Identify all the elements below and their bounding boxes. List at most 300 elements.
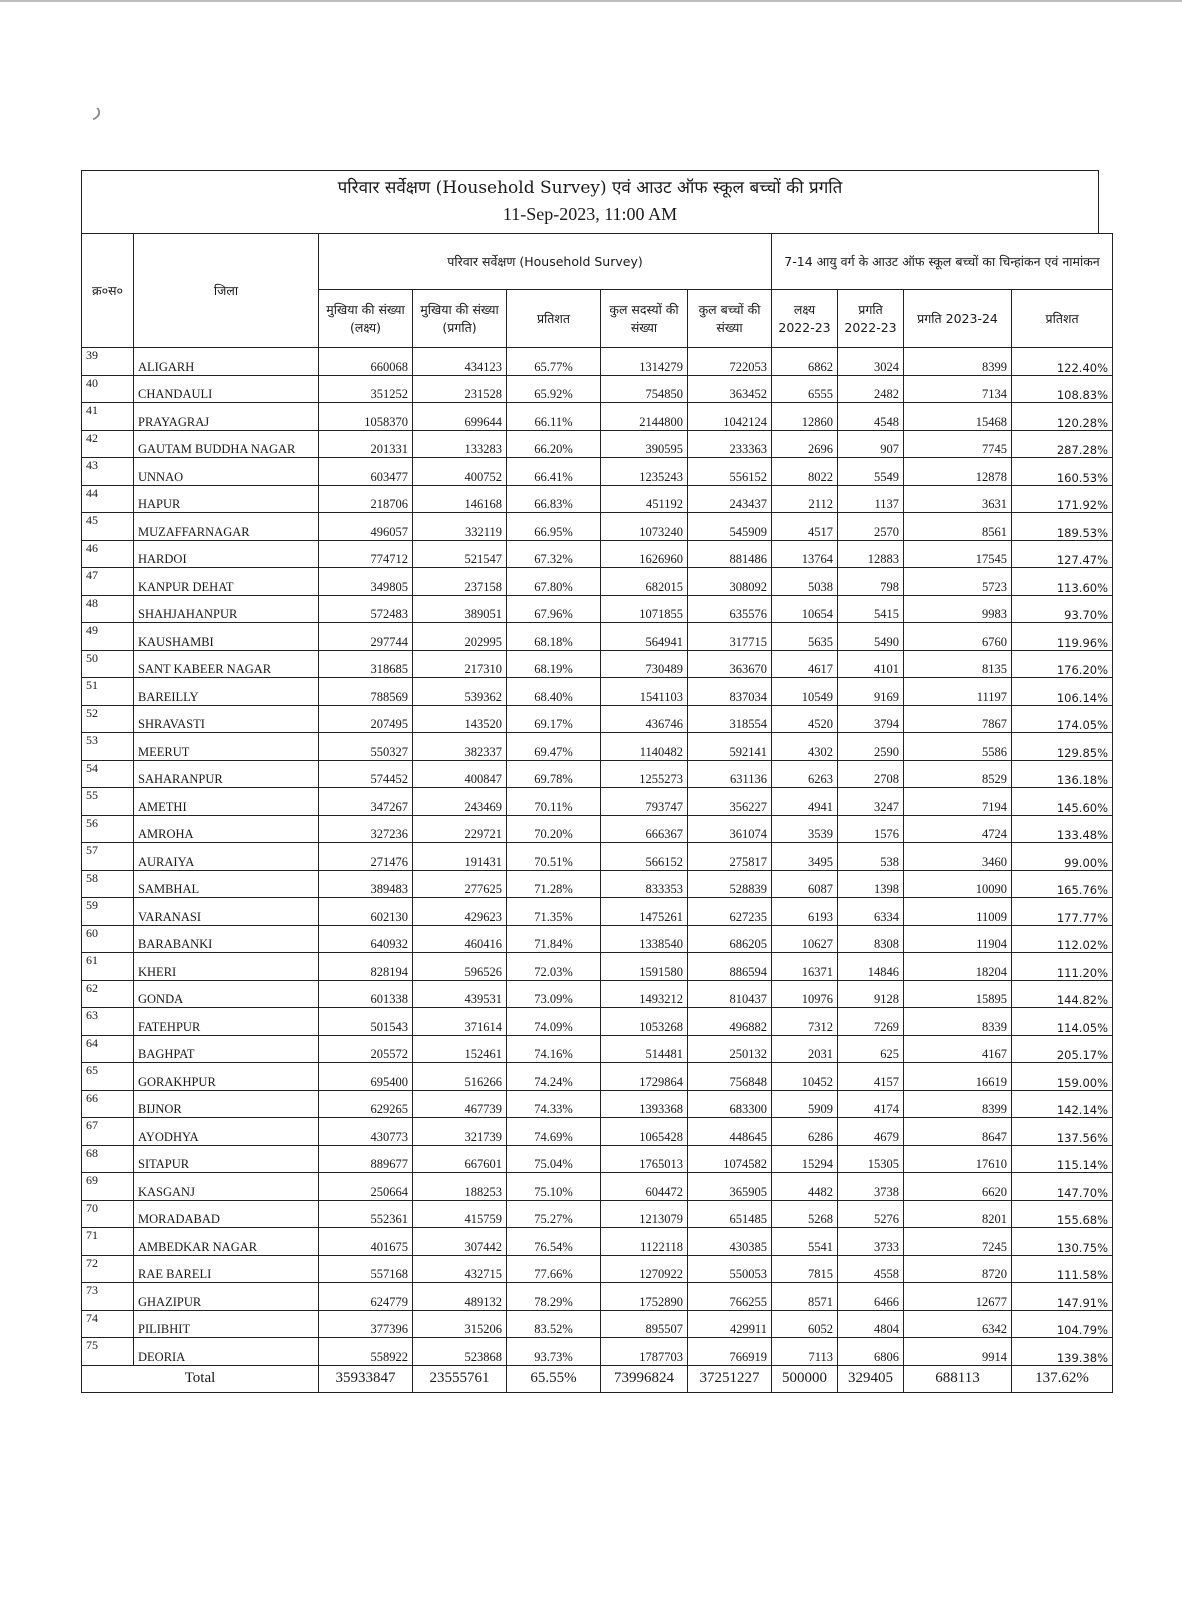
row-progress-2023-24: 11009 — [904, 898, 1012, 926]
row-sno: 40 — [82, 375, 134, 403]
table-row — [82, 1008, 1113, 1036]
row-members: 436746 — [601, 705, 688, 733]
row-sno: 41 — [82, 403, 134, 431]
row-progress-2023-24: 5586 — [904, 733, 1012, 761]
row-percent: 65.92% — [507, 375, 601, 403]
row-progress-2023-24: 7245 — [904, 1228, 1012, 1256]
row-heads-progress: 699644 — [413, 403, 507, 431]
row-heads-target: 1058370 — [319, 403, 413, 431]
row-district: CHANDAULI — [134, 375, 319, 403]
row-heads-target: 557168 — [319, 1255, 413, 1283]
row-district: PRAYAGRAJ — [134, 403, 319, 431]
row-percent-oos: 113.60% — [1012, 568, 1113, 596]
total-percent: 65.55% — [507, 1365, 601, 1392]
row-heads-target: 389483 — [319, 870, 413, 898]
row-percent-oos: 99.00% — [1012, 843, 1113, 871]
row-percent: 72.03% — [507, 953, 601, 981]
table-row — [82, 1283, 1113, 1311]
row-progress-2023-24: 17610 — [904, 1145, 1012, 1173]
row-district: SANT KABEER NAGAR — [134, 650, 319, 678]
row-progress-2022-23: 3024 — [838, 348, 904, 376]
row-percent-oos: 145.60% — [1012, 788, 1113, 816]
row-district: SHRAVASTI — [134, 705, 319, 733]
row-progress-2023-24: 8201 — [904, 1200, 1012, 1228]
row-children: 686205 — [688, 925, 772, 953]
row-children: 545909 — [688, 513, 772, 541]
row-progress-2022-23: 5276 — [838, 1200, 904, 1228]
row-percent-oos: 130.75% — [1012, 1228, 1113, 1256]
table-row — [82, 788, 1113, 816]
row-progress-2022-23: 2570 — [838, 513, 904, 541]
row-members: 1765013 — [601, 1145, 688, 1173]
row-heads-progress: 596526 — [413, 953, 507, 981]
row-progress-2022-23: 12883 — [838, 540, 904, 568]
row-heads-target: 327236 — [319, 815, 413, 843]
row-progress-2023-24: 12878 — [904, 458, 1012, 486]
table-row — [82, 925, 1113, 953]
row-children: 356227 — [688, 788, 772, 816]
row-percent-oos: 139.38% — [1012, 1338, 1113, 1366]
row-district: PILIBHIT — [134, 1310, 319, 1338]
row-progress-2023-24: 7745 — [904, 430, 1012, 458]
row-sno: 43 — [82, 458, 134, 486]
row-sno: 62 — [82, 980, 134, 1008]
row-heads-progress: 439531 — [413, 980, 507, 1008]
row-children: 651485 — [688, 1200, 772, 1228]
row-heads-target: 318685 — [319, 650, 413, 678]
table-row — [82, 568, 1113, 596]
row-sno: 73 — [82, 1283, 134, 1311]
row-target-2022-23: 4517 — [772, 513, 838, 541]
row-percent-oos: 112.02% — [1012, 925, 1113, 953]
row-progress-2023-24: 5723 — [904, 568, 1012, 596]
row-sno: 39 — [82, 348, 134, 376]
row-percent: 69.17% — [507, 705, 601, 733]
row-heads-target: 603477 — [319, 458, 413, 486]
row-percent: 68.19% — [507, 650, 601, 678]
row-target-2022-23: 5268 — [772, 1200, 838, 1228]
col-progress-2022-23: प्रगति 2022-23 — [838, 290, 904, 348]
row-progress-2023-24: 10090 — [904, 870, 1012, 898]
row-heads-progress: 315206 — [413, 1310, 507, 1338]
row-children: 837034 — [688, 678, 772, 706]
row-heads-target: 629265 — [319, 1090, 413, 1118]
total-progress-2022-23: 329405 — [838, 1365, 904, 1392]
row-heads-target: 601338 — [319, 980, 413, 1008]
row-progress-2022-23: 3738 — [838, 1173, 904, 1201]
row-members: 604472 — [601, 1173, 688, 1201]
total-children: 37251227 — [688, 1365, 772, 1392]
row-percent-oos: 127.47% — [1012, 540, 1113, 568]
col-percent-oos: प्रतिशत — [1012, 290, 1113, 348]
row-members: 1235243 — [601, 458, 688, 486]
row-progress-2023-24: 15895 — [904, 980, 1012, 1008]
row-progress-2023-24: 9914 — [904, 1338, 1012, 1366]
row-progress-2023-24: 3460 — [904, 843, 1012, 871]
row-progress-2023-24: 8339 — [904, 1008, 1012, 1036]
row-progress-2022-23: 7269 — [838, 1008, 904, 1036]
row-progress-2022-23: 3794 — [838, 705, 904, 733]
row-heads-progress: 432715 — [413, 1255, 507, 1283]
row-target-2022-23: 6286 — [772, 1118, 838, 1146]
table-row — [82, 1255, 1113, 1283]
row-progress-2023-24: 11904 — [904, 925, 1012, 953]
row-district: ALIGARH — [134, 348, 319, 376]
row-percent: 93.73% — [507, 1338, 601, 1366]
row-children: 550053 — [688, 1255, 772, 1283]
row-members: 730489 — [601, 650, 688, 678]
row-sno: 63 — [82, 1008, 134, 1036]
table-row — [82, 1035, 1113, 1063]
table-body — [82, 348, 1113, 1366]
row-sno: 61 — [82, 953, 134, 981]
col-district: जिला — [134, 234, 319, 348]
row-sno: 72 — [82, 1255, 134, 1283]
row-heads-progress: 191431 — [413, 843, 507, 871]
row-progress-2022-23: 2590 — [838, 733, 904, 761]
row-sno: 47 — [82, 568, 134, 596]
row-members: 793747 — [601, 788, 688, 816]
row-members: 1591580 — [601, 953, 688, 981]
row-children: 429911 — [688, 1310, 772, 1338]
row-district: AMBEDKAR NAGAR — [134, 1228, 319, 1256]
row-district: DEORIA — [134, 1338, 319, 1366]
row-target-2022-23: 10627 — [772, 925, 838, 953]
row-members: 682015 — [601, 568, 688, 596]
row-children: 363670 — [688, 650, 772, 678]
row-heads-target: 201331 — [319, 430, 413, 458]
row-target-2022-23: 5038 — [772, 568, 838, 596]
row-children: 592141 — [688, 733, 772, 761]
row-members: 1729864 — [601, 1063, 688, 1091]
row-district: SAMBHAL — [134, 870, 319, 898]
row-progress-2022-23: 3247 — [838, 788, 904, 816]
row-heads-progress: 321739 — [413, 1118, 507, 1146]
row-percent-oos: 111.20% — [1012, 953, 1113, 981]
row-sno: 42 — [82, 430, 134, 458]
row-members: 666367 — [601, 815, 688, 843]
row-children: 448645 — [688, 1118, 772, 1146]
row-district: HAPUR — [134, 485, 319, 513]
table-row — [82, 1200, 1113, 1228]
row-progress-2023-24: 8561 — [904, 513, 1012, 541]
row-sno: 51 — [82, 678, 134, 706]
row-children: 627235 — [688, 898, 772, 926]
row-target-2022-23: 12860 — [772, 403, 838, 431]
table-row — [82, 1338, 1113, 1366]
row-progress-2022-23: 798 — [838, 568, 904, 596]
row-members: 390595 — [601, 430, 688, 458]
row-heads-progress: 143520 — [413, 705, 507, 733]
row-district: UNNAO — [134, 458, 319, 486]
row-target-2022-23: 6263 — [772, 760, 838, 788]
row-district: AYODHYA — [134, 1118, 319, 1146]
row-percent: 71.35% — [507, 898, 601, 926]
table-row — [82, 1063, 1113, 1091]
table-row — [82, 1310, 1113, 1338]
row-district: SAHARANPUR — [134, 760, 319, 788]
row-sno: 66 — [82, 1090, 134, 1118]
row-sno: 75 — [82, 1338, 134, 1366]
row-heads-target: 430773 — [319, 1118, 413, 1146]
row-percent: 70.11% — [507, 788, 601, 816]
row-percent-oos: 137.56% — [1012, 1118, 1113, 1146]
row-percent: 74.24% — [507, 1063, 601, 1091]
row-children: 886594 — [688, 953, 772, 981]
row-target-2022-23: 8022 — [772, 458, 838, 486]
row-percent: 69.78% — [507, 760, 601, 788]
table-row — [82, 375, 1113, 403]
row-district: FATEHPUR — [134, 1008, 319, 1036]
row-percent: 74.09% — [507, 1008, 601, 1036]
row-heads-target: 624779 — [319, 1283, 413, 1311]
row-heads-progress: 400847 — [413, 760, 507, 788]
row-heads-target: 602130 — [319, 898, 413, 926]
row-heads-progress: 237158 — [413, 568, 507, 596]
row-progress-2022-23: 538 — [838, 843, 904, 871]
row-progress-2023-24: 6620 — [904, 1173, 1012, 1201]
row-target-2022-23: 10452 — [772, 1063, 838, 1091]
row-heads-progress: 539362 — [413, 678, 507, 706]
row-members: 1122118 — [601, 1228, 688, 1256]
row-percent: 75.04% — [507, 1145, 601, 1173]
row-heads-progress: 460416 — [413, 925, 507, 953]
row-district: HARDOI — [134, 540, 319, 568]
row-progress-2023-24: 7867 — [904, 705, 1012, 733]
row-percent: 70.20% — [507, 815, 601, 843]
scan-mark: ر — [86, 95, 104, 120]
col-target-2022-23: लक्ष्य 2022-23 — [772, 290, 838, 348]
row-target-2022-23: 10549 — [772, 678, 838, 706]
row-children: 361074 — [688, 815, 772, 843]
row-heads-progress: 389051 — [413, 595, 507, 623]
row-heads-target: 351252 — [319, 375, 413, 403]
row-heads-progress: 429623 — [413, 898, 507, 926]
row-children: 556152 — [688, 458, 772, 486]
row-progress-2023-24: 8135 — [904, 650, 1012, 678]
row-progress-2022-23: 4174 — [838, 1090, 904, 1118]
row-members: 1787703 — [601, 1338, 688, 1366]
row-target-2022-23: 4302 — [772, 733, 838, 761]
row-progress-2022-23: 6334 — [838, 898, 904, 926]
row-children: 722053 — [688, 348, 772, 376]
row-progress-2022-23: 4101 — [838, 650, 904, 678]
row-percent: 66.11% — [507, 403, 601, 431]
row-district: KHERI — [134, 953, 319, 981]
row-heads-target: 271476 — [319, 843, 413, 871]
row-percent-oos: 142.14% — [1012, 1090, 1113, 1118]
table-row — [82, 870, 1113, 898]
row-progress-2022-23: 5490 — [838, 623, 904, 651]
row-sno: 50 — [82, 650, 134, 678]
table-row — [82, 1090, 1113, 1118]
row-target-2022-23: 15294 — [772, 1145, 838, 1173]
row-heads-target: 297744 — [319, 623, 413, 651]
row-percent: 67.96% — [507, 595, 601, 623]
row-progress-2022-23: 1576 — [838, 815, 904, 843]
row-heads-progress: 307442 — [413, 1228, 507, 1256]
row-percent-oos: 155.68% — [1012, 1200, 1113, 1228]
table-row — [82, 760, 1113, 788]
row-progress-2022-23: 9169 — [838, 678, 904, 706]
row-children: 496882 — [688, 1008, 772, 1036]
row-heads-target: 496057 — [319, 513, 413, 541]
report-date: 11-Sep-2023, 11:00 AM — [502, 204, 678, 224]
row-percent: 67.80% — [507, 568, 601, 596]
row-members: 895507 — [601, 1310, 688, 1338]
row-heads-progress: 467739 — [413, 1090, 507, 1118]
row-percent-oos: 205.17% — [1012, 1035, 1113, 1063]
table-row — [82, 623, 1113, 651]
row-district: MORADABAD — [134, 1200, 319, 1228]
row-heads-target: 574452 — [319, 760, 413, 788]
row-heads-progress: 229721 — [413, 815, 507, 843]
row-progress-2023-24: 8647 — [904, 1118, 1012, 1146]
row-heads-target: 889677 — [319, 1145, 413, 1173]
col-percent: प्रतिशत — [507, 290, 601, 348]
row-district: KASGANJ — [134, 1173, 319, 1201]
row-percent-oos: 114.05% — [1012, 1008, 1113, 1036]
row-district: SHAHJAHANPUR — [134, 595, 319, 623]
row-children: 250132 — [688, 1035, 772, 1063]
row-target-2022-23: 13764 — [772, 540, 838, 568]
row-target-2022-23: 6862 — [772, 348, 838, 376]
row-children: 243437 — [688, 485, 772, 513]
row-progress-2022-23: 4548 — [838, 403, 904, 431]
row-progress-2023-24: 3631 — [904, 485, 1012, 513]
row-children: 233363 — [688, 430, 772, 458]
row-district: GORAKHPUR — [134, 1063, 319, 1091]
row-progress-2023-24: 6342 — [904, 1310, 1012, 1338]
row-members: 1493212 — [601, 980, 688, 1008]
row-target-2022-23: 2031 — [772, 1035, 838, 1063]
row-district: MEERUT — [134, 733, 319, 761]
row-heads-target: 207495 — [319, 705, 413, 733]
row-district: MUZAFFARNAGAR — [134, 513, 319, 541]
row-progress-2023-24: 8399 — [904, 1090, 1012, 1118]
row-heads-progress: 523868 — [413, 1338, 507, 1366]
page-top-edge — [0, 0, 1182, 2]
row-percent: 68.18% — [507, 623, 601, 651]
row-members: 566152 — [601, 843, 688, 871]
row-percent-oos: 147.91% — [1012, 1283, 1113, 1311]
row-target-2022-23: 7113 — [772, 1338, 838, 1366]
row-progress-2023-24: 4724 — [904, 815, 1012, 843]
row-district: BIJNOR — [134, 1090, 319, 1118]
row-sno: 64 — [82, 1035, 134, 1063]
row-heads-progress: 231528 — [413, 375, 507, 403]
row-sno: 67 — [82, 1118, 134, 1146]
survey-table — [81, 233, 1113, 1393]
row-members: 1140482 — [601, 733, 688, 761]
total-target-2022-23: 500000 — [772, 1365, 838, 1392]
row-sno: 71 — [82, 1228, 134, 1256]
row-percent: 78.29% — [507, 1283, 601, 1311]
row-district: AURAIYA — [134, 843, 319, 871]
row-members: 1541103 — [601, 678, 688, 706]
row-members: 754850 — [601, 375, 688, 403]
row-percent-oos: 115.14% — [1012, 1145, 1113, 1173]
row-progress-2022-23: 2482 — [838, 375, 904, 403]
row-target-2022-23: 3539 — [772, 815, 838, 843]
row-percent-oos: 147.70% — [1012, 1173, 1113, 1201]
row-target-2022-23: 5909 — [772, 1090, 838, 1118]
row-progress-2022-23: 4804 — [838, 1310, 904, 1338]
row-percent-oos: 133.48% — [1012, 815, 1113, 843]
row-progress-2022-23: 4679 — [838, 1118, 904, 1146]
row-percent: 83.52% — [507, 1310, 601, 1338]
row-target-2022-23: 2696 — [772, 430, 838, 458]
row-progress-2022-23: 625 — [838, 1035, 904, 1063]
row-sno: 49 — [82, 623, 134, 651]
total-heads-target: 35933847 — [319, 1365, 413, 1392]
row-heads-progress: 277625 — [413, 870, 507, 898]
row-percent: 75.27% — [507, 1200, 601, 1228]
row-members: 1073240 — [601, 513, 688, 541]
col-children: कुल बच्चों की संख्या — [688, 290, 772, 348]
row-progress-2022-23: 1398 — [838, 870, 904, 898]
row-percent-oos: 287.28% — [1012, 430, 1113, 458]
row-percent-oos: 111.58% — [1012, 1255, 1113, 1283]
row-percent: 71.28% — [507, 870, 601, 898]
row-heads-target: 774712 — [319, 540, 413, 568]
col-heads-progress: मुखिया की संख्या (प्रगति) — [413, 290, 507, 348]
row-district: SITAPUR — [134, 1145, 319, 1173]
row-sno: 52 — [82, 705, 134, 733]
row-percent: 74.16% — [507, 1035, 601, 1063]
row-sno: 70 — [82, 1200, 134, 1228]
row-district: GHAZIPUR — [134, 1283, 319, 1311]
row-progress-2023-24: 12677 — [904, 1283, 1012, 1311]
row-sno: 53 — [82, 733, 134, 761]
table-row — [82, 403, 1113, 431]
row-target-2022-23: 4482 — [772, 1173, 838, 1201]
row-members: 1053268 — [601, 1008, 688, 1036]
row-heads-target: 660068 — [319, 348, 413, 376]
row-target-2022-23: 4941 — [772, 788, 838, 816]
row-target-2022-23: 10654 — [772, 595, 838, 623]
row-target-2022-23: 7312 — [772, 1008, 838, 1036]
row-sno: 44 — [82, 485, 134, 513]
row-percent: 74.33% — [507, 1090, 601, 1118]
table-row — [82, 513, 1113, 541]
row-progress-2022-23: 5549 — [838, 458, 904, 486]
row-percent: 69.47% — [507, 733, 601, 761]
total-percent-oos: 137.62% — [1012, 1365, 1113, 1392]
report-sheet — [66, 170, 1109, 1393]
row-target-2022-23: 6555 — [772, 375, 838, 403]
table-row — [82, 705, 1113, 733]
row-children: 275817 — [688, 843, 772, 871]
row-percent: 76.54% — [507, 1228, 601, 1256]
row-progress-2023-24: 7194 — [904, 788, 1012, 816]
row-children: 635576 — [688, 595, 772, 623]
row-heads-progress: 188253 — [413, 1173, 507, 1201]
table-row — [82, 815, 1113, 843]
row-progress-2023-24: 6760 — [904, 623, 1012, 651]
row-heads-target: 218706 — [319, 485, 413, 513]
table-row — [82, 1173, 1113, 1201]
row-percent-oos: 120.28% — [1012, 403, 1113, 431]
row-target-2022-23: 5635 — [772, 623, 838, 651]
row-percent: 65.77% — [507, 348, 601, 376]
row-target-2022-23: 2112 — [772, 485, 838, 513]
row-progress-2023-24: 9983 — [904, 595, 1012, 623]
row-percent-oos: 177.77% — [1012, 898, 1113, 926]
row-percent: 66.83% — [507, 485, 601, 513]
row-percent-oos: 122.40% — [1012, 348, 1113, 376]
row-percent: 71.84% — [507, 925, 601, 953]
